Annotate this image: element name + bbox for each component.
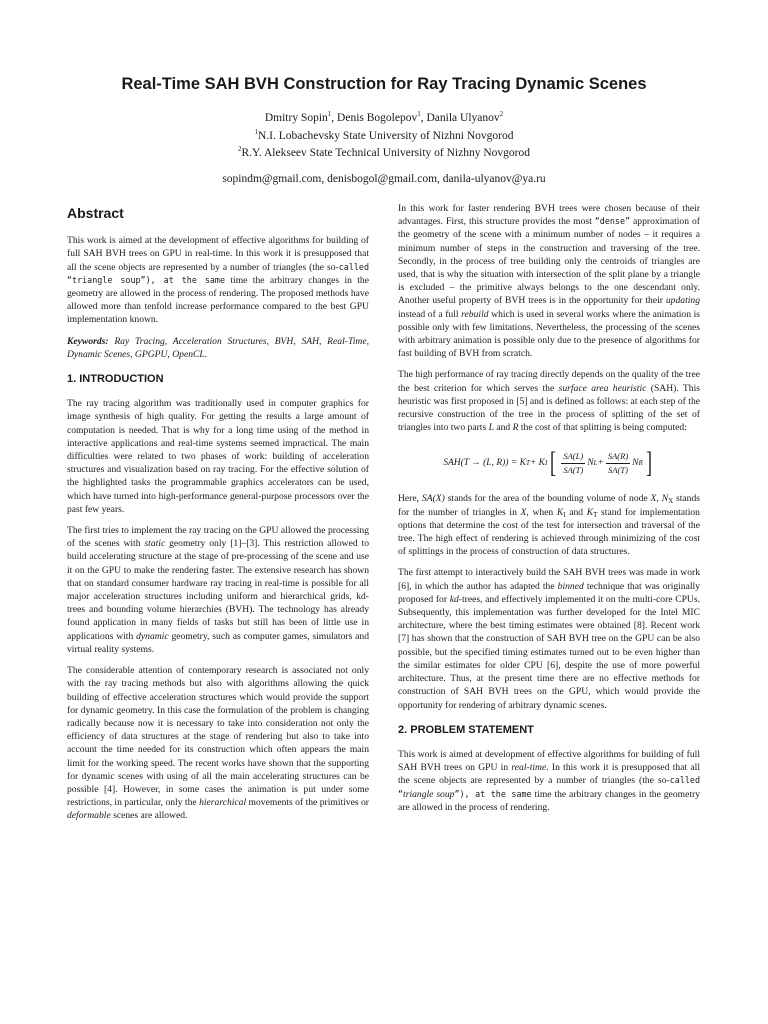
author-line: Dmitry Sopin$^1$, Denis Bogolepov$^1$, Danila Ulyanov$^2$ — [264, 110, 504, 124]
intro-paragraph: The first tries to implement the ray tracing on the GPU allowed the processing of the scenes with static geometry only [1]–[3]. This restriction allowed to build accelerating structure at the stage of pre-processing of the scene and use it on the GPU to make the rendering faster. The extensive research has shown that on standard consumer hardware ray tracing in real-time is possible for all major acceleration structures including uniform and hierarchical grids, kd-trees and bounding volume hierarchies (BVH). The technology has already found application in many fields of tasks but still has been of little use in applications with dynamic geometry, such as computer games, simulators and virtual reality systems. — [67, 525, 369, 655]
left-bracket: [ — [550, 446, 557, 480]
fraction-left: $\frac{SA(L)}{SA(T)}$ — [563, 450, 584, 475]
author-emails: sopindm@gmail.com, denisbogol@gmail.com, danila-ulyanov@ya.ru — [222, 172, 546, 185]
body-paragraph: In this work for faster rendering BVH trees were chosen because of their advantages. First, this structure provides the most “dense” approximation of the geometry of the scene with a minimum number of nodes – it requires a minimum number of steps in the construction and traversing of the tree. Secondly, in the process of tree building only the centroids of triangles are used, that is why the situation with intersection of the split plane by a triangle is excluded – the primitive always belongs to the one descendant only. Another useful property of BVH trees is in the opportunity for their updating instead of a full rebuild which is used in several works where the animation is possible only with few limitations. Nevertheless, the processing of the scenes with arbitrary animation is possible only due to the presence of algorithms for fast building of BVH from scratch. — [398, 203, 700, 360]
body-paragraph: The high performance of ray tracing directly depends on the quality of the tree the best criterion for which serves the surface area heuristic (SAH). This heuristic was first proposed in [5] and is defined as follows: at each step of the recursive construction of the tree in the process of splitting of the set of triangles into two parts L and R the cost of that splitting is being computed: — [398, 369, 700, 434]
intro-paragraph: The ray tracing algorithm was traditionally used in computer graphics for image synthesis of high quality. For getting the results a large amount of computation is needed. That is why for a long time using of the method in interactive applications and real-time systems seemed impractical. The main difficulties were related to two phases of work: building of acceleration structures and visualization based on ray tracing. For the effective solution of the highlighted tasks the programmable graphics accelerators can be used, which have turned into high-performance general-purpose processors over the past few years. — [67, 398, 369, 515]
section-heading-problem-statement: 2. PROBLEM STATEMENT — [398, 723, 534, 736]
sah-equation: SAH(T → (L, R)) = K T + K I [ $\frac{SA(L)}{SA(T)}$ N L + $\frac{SA(R)}{SA(T)}$ N R ] — [443, 446, 652, 480]
author-name: Denis Bogolepov — [337, 112, 418, 124]
keywords: Keywords: Ray Tracing, Acceleration Structures, BVH, SAH, Real-Time, Dynamic Scenes, GPGPU, OpenCL. — [67, 335, 369, 360]
author-name: Danila Ulyanov — [426, 112, 500, 124]
author-affil-sup: 2 — [499, 110, 504, 118]
abstract-text: This work is aimed at the development of effective algorithms for building of full SAH BVH trees on GPU in real-time. In this work it is presupposed that all the scene objects are represented by a number of triangles (the so-called “triangle soup”), at the same time the arbitrary changes in the geometry are allowed in the process of rendering. The proposed methods have allowed more than tenfold increase performance compared to the best GPU implementation known. — [67, 235, 369, 326]
author-affil-sup: 1 — [417, 110, 421, 118]
author-affil-sup: 1 — [327, 110, 332, 118]
affiliation-line: $^2$R.Y. Alekseev State Technical University of Nizhny Novgorod — [238, 145, 530, 159]
affiliation-line: $^1$N.I. Lobachevsky State University of Nizhni Novgorod — [254, 127, 514, 142]
body-paragraph: This work is aimed at development of effective algorithms for building of full SAH BVH trees on GPU in real-time. In this work it is presupposed that all the scene objects are represented by a number of triangles (the so-called “triangle soup”), at the same time the arbitrary changes in the geometry are allowed in the process of rendering. — [398, 748, 701, 813]
body-paragraph: Here, SA(X) stands for the area of the bounding volume of node X, $N_X$ stands for the number of triangles in X, when $K_I$ and $K_T$ stand for implementation options that determine the cost of the test for intersection and traversal of the tree. The high effect of rendering is achieved through minimizing of the cost of splittings in the process of construction of data structures. — [398, 493, 701, 558]
left-column — [67, 202, 369, 831]
author-name: Dmitry Sopin — [264, 112, 328, 124]
abstract-heading: Abstract — [67, 205, 124, 221]
intro-paragraph: The considerable attention of contemporary research is associated not only with the ray tracing methods but also with algorithms allowing the quick building of effective acceleration structures which would provide the support for dynamic geometry. In this case the formulation of the problem is changing radically because now it is necessary to take into consideration not only the efficiency of data structures at the stage of rendering but also to take into account the time needed for its construction which often appears the main limit for the working speed. The recent works have shown that the supporting for dynamic scenes with using of all the main accelerating structures can be possible [4]. However, in some cases the animation is put under some restrictions, in particular, only the hierarchical movements of the primitives or deformable scenes are allowed. — [67, 665, 369, 822]
right-bracket: ] — [645, 446, 652, 480]
body-paragraph: The first attempt to interactively build the SAH BVH trees was made in work [6], in which the author has adapted the binned technique that was originally proposed for kd-trees, and effectively implemented it on the multi-core CPUs. Subsequently, this implementation was further developed for the Intel MIC architecture, where the best timing estimates were obtained [8]. Recent work [7] has shown that the construction of SAH BVH tree on the GPU can be also possible, but the specified timing estimates turned out to be even higher than the similar estimates for older CPU [6], despite the use of more powerful architecture. Thus, at the present time there are no effective methods for construction of SAH BVH trees on the GPU, which would provide the opportunity for rendering of arbitrary dynamic scenes. — [398, 567, 701, 711]
right-column — [398, 202, 700, 822]
fraction-right: $\frac{SA(R)}{SA(T)}$ — [607, 450, 629, 475]
paper-title: Real-Time SAH BVH Construction for Ray Tracing Dynamic Scenes — [121, 75, 647, 93]
author-block — [40, 110, 728, 188]
section-heading-introduction: 1. INTRODUCTION — [67, 373, 164, 386]
